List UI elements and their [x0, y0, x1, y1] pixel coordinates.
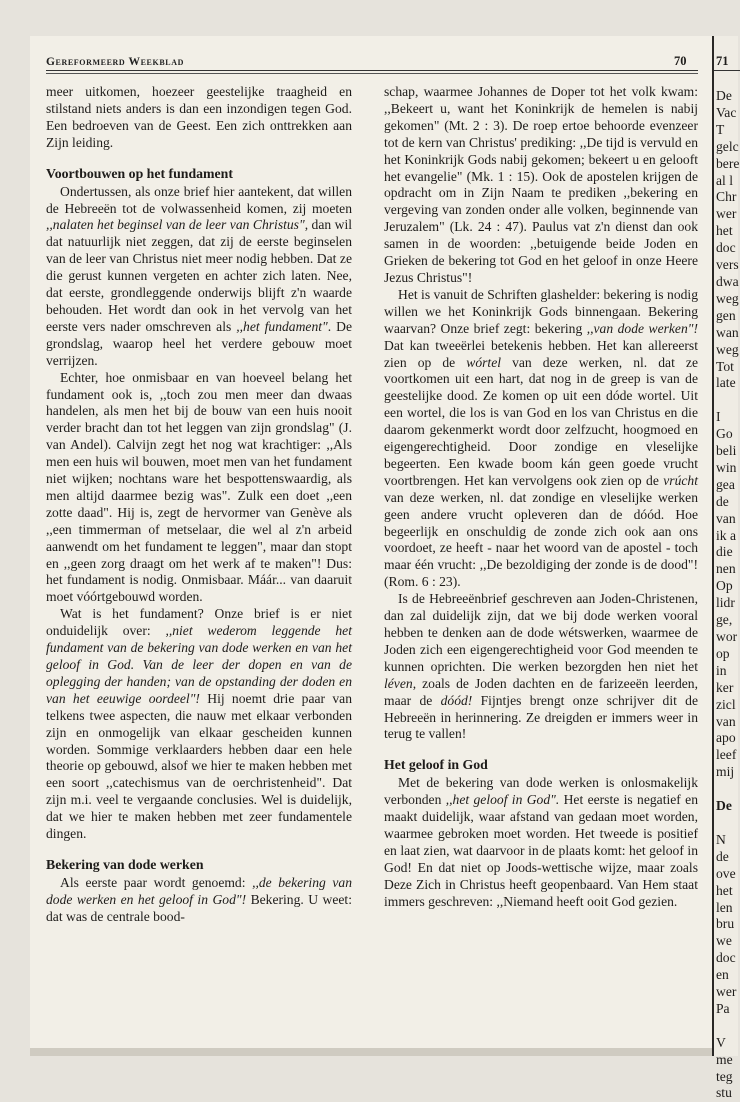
next-page-number: 71	[716, 54, 729, 68]
next-page-fragment: doc	[716, 950, 736, 966]
emphasis: vrúcht	[663, 472, 698, 488]
next-page-fragment: de	[716, 848, 729, 864]
next-page-fragment: op	[716, 645, 730, 661]
next-page-fragment: van	[716, 510, 736, 526]
next-page-fragment: teg	[716, 1068, 733, 1084]
paragraph: Echter, hoe onmisbaar en van hoeveel belang het fundament ook is, ,,toch zou men meer dan dwaas handelen, als men het bij de bouw van een huis nooit verder bracht dan tot het leggen van zijn grondslag" (J. van Andel). Calvijn zegt het nog wat krachtiger: ,,Als men een huis wil bouwen, moet men van het fundament niet wijken; nochtans ware het bespottenswaardig, als men altijd daarmee bezig was". Zulk een doet ,,een zotte daad". Hij is, zegt de hervormer van Genève als ,,een timmerman of metselaar, die wel al z'n arbeid aanwendt om het fundament te leggen", maar dan stopt en ,,geen zorg draagt om het werk af te maken"! Dus: het fundament is nodig. Onmisbaar. Máár... van daaruit moet vóórtgebouwd worden.	[46, 369, 352, 605]
next-page-edge	[712, 36, 740, 1101]
next-page-fragment: doc	[716, 240, 736, 256]
paragraph: Met de bekering van dode werken is onlosmakelijk verbonden ,,het geloof in God". Het eerste is negatief en maakt duidelijk, waar afstand van gedaan moet worden, waarmee gebroken moet worden. Het tweede is positief en laat zien, wat daarvoor in de plaats komt: het geloof in God! En dat niet op Joods-wettische wijze, maar zoals Deze Zich in Christus heeft geopenbaard. Van Hem staat immers geschreven: ,,Niemand heeft ooit God gezien.	[384, 775, 698, 909]
next-page-fragment: Go	[716, 426, 733, 442]
next-page-fragment: de	[716, 493, 729, 509]
next-page-fragment: ik a	[716, 527, 737, 543]
emphasis: ,,nalaten het beginsel van de leer van Christus"	[46, 217, 305, 233]
section-heading-geloof: Het geloof in God	[384, 757, 488, 773]
next-page-fragment: zicl	[716, 696, 736, 712]
running-header-title: Gereformeerd Weekblad	[46, 56, 184, 68]
next-page-fragment: ge,	[716, 612, 733, 628]
emphasis: ,,van dode werken"!	[586, 320, 698, 336]
next-page-fragment: I	[716, 409, 721, 425]
next-page-fragment: De	[716, 798, 732, 814]
next-page-fragment: late	[716, 375, 736, 391]
next-page-fragment: het	[716, 223, 733, 239]
next-page-fragment	[716, 1018, 739, 1035]
next-page-fragment: wor	[716, 629, 738, 644]
emphasis: ,,het geloof in God".	[445, 792, 560, 808]
next-page-fragment: wer	[716, 206, 737, 222]
header-rule	[46, 70, 698, 71]
next-page-fragment: dwa	[716, 273, 739, 289]
emphasis: wórtel	[466, 354, 502, 370]
next-page-fragment	[716, 392, 739, 409]
next-page-fragment: die	[716, 544, 733, 560]
next-page-fragment: Vac	[716, 104, 737, 120]
next-page-fragment: gelc	[716, 138, 739, 154]
paragraph: Wat is het fundament? Onze brief is er niet onduidelijk over: ,,niet wederom leggende het fundament van de bekering van dode werken en van het geloof in God. Van de leer der dopen en van de oplegging der handen; van de opstanding der doden en van het eeuwige oordeel"! Hij noemt drie paar van telkens twee aspecten, die nauw met elkaar verbonden zijn en onmogelijk van elkaar gescheiden kunnen worden. Sommige verklaarders hebben daar een hele theorie op gebouwd, alsof we hier te maken hebben met een soort ,,catechismus van de oerchristenheid". Dat zijn m.i. veel te vergaande conclusies. Wel is duidelijk, dat we hier te maken hebben met zeer fundamentele dingen.	[46, 606, 352, 842]
next-page-fragment: me	[716, 1051, 733, 1067]
emphasis: ,,de bekering van dode werken en het geloof in God"!	[46, 874, 352, 907]
next-page-text-fragments	[716, 88, 739, 1102]
next-page-fragment: lidr	[716, 595, 735, 611]
page-number: 70	[674, 54, 687, 68]
right-column	[384, 84, 698, 911]
next-page-fragment: van	[716, 713, 736, 729]
paragraph: schap, waarmee Johannes de Doper tot het volk kwam: ,,Bekeert u, want het Koninkrijk de hemelen is nabij gekomen" (Mt. 2 : 3). De roep ertoe behoorde evenzeer tot de kern van Christus' prediking: ,,De tijd is vervuld en het Koninkrijk Gods nabij gekomen; bekeert u en gelooft het evangelie" (Mk. 1 : 15). Ook de apostelen krijgen de opdracht om in Zijn Naam te prediken ,,bekering en vergeving van zonden onder alle volken, beginnende van Jeruzalem" (Lk. 24 : 47). Paulus vat z'n dienst dan ook samen in de woorden: ,,betuigende beide Joden en Grieken de bekering tot God en het geloof in onze Heere Jezus Christus"!	[384, 84, 698, 285]
next-page-fragment: vers	[716, 257, 739, 273]
emphasis: ,,niet wederom leggende het fundament van de bekering van dode werken en van het geloof in God. Van de leer der dopen en van de oplegging der handen; van de opstanding der doden en van het eeuwige oordeel"!	[46, 623, 352, 706]
paragraph: Het is vanuit de Schriften glashelder: bekering is nodig willen we het Koninkrijk Gods binnengaan. Bekering waarvan? Onze brief zegt: bekering ,,van dode werken"! Dat kan tweeërlei betekenis hebben. Het kan allereerst zien op de wórtel van deze werken, nl. dat ze voortkomen uit een hart, dat nog in de greep is van de geestelijke dood. Ze komen op uit een dóde wortel. Uit een wortel, die los is van God en los van Christus en die daarom gekenmerkt wordt door zelfzucht, hoogmoed en eigengerechtigheid. Door zondige en vleselijke begeerten. Een kwade boom kán geen goede vrucht voortbrengen. Het kan vervolgens ook zien op de vrúcht van deze werken, nl. dat zondige en vleselijke werken geen andere vrucht opleveren dan de dóód. Hoe begeerlijk en onschuldig de zonde zich ook aan ons voordoet, ze heeft - naar het woord van de apostel - toch maar één vrucht: ,,De bezoldiging der zonde is de dood"! (Rom. 6 : 23).	[384, 286, 698, 590]
next-page-fragment: en	[716, 967, 729, 983]
next-page-fragment: weg	[716, 290, 739, 306]
next-page-fragment: Pa	[716, 1000, 730, 1016]
next-page-fragment: bru	[716, 916, 735, 932]
next-page-header-rule	[714, 70, 740, 71]
next-page-fragment: Op	[716, 578, 733, 594]
next-page-fragment: N	[716, 831, 726, 847]
emphasis: dóód!	[440, 692, 473, 708]
next-page-fragment: al l	[716, 172, 733, 188]
paragraph: Ondertussen, als onze brief hier aantekent, dat willen de Hebreeën tot de volwassenheid komen, zij moeten ,,nalaten het beginsel van de leer van Christus", dan wil dat natuurlijk niet zeggen, dat zij de eerste beginselen van de leer van Christus niet meer nodig hebben. Dat ze die gerust kunnen vergeten en achter zich laten. Nee, dat eerste, grondleggende onderwijs blijft z'n waarde behouden. Het wordt dan ook in het vervolg van het eerste vers nader omschreven als ,,het fundament". De grondslag, waarop heel het verdere gebouw moet verrijzen.	[46, 183, 352, 368]
emphasis: léven	[384, 675, 413, 691]
next-page-fragment: beli	[716, 443, 737, 459]
next-page-fragment: len	[716, 899, 733, 915]
next-page-fragment: gea	[716, 476, 735, 492]
next-page-fragment: V	[716, 1034, 726, 1050]
next-page-fragment: we	[716, 933, 732, 949]
next-page-fragment: T	[716, 121, 725, 137]
header-rule-secondary	[46, 73, 698, 74]
next-page-fragment: wan	[716, 324, 739, 340]
next-page-fragment: weg	[716, 341, 739, 357]
next-page-fragment: nen	[716, 561, 736, 577]
next-page-fragment: het	[716, 882, 733, 898]
page-edge-shadow	[30, 1048, 712, 1056]
next-page-fragment: mij	[716, 764, 735, 780]
section-heading-voortbouwen: Voortbouwen op het fundament	[46, 165, 233, 181]
paragraph: Als eerste paar wordt genoemd: ,,de bekering van dode werken en het geloof in God"! Bekering. U weet: dat was de centrale bood-	[46, 874, 352, 924]
next-page-fragment: apo	[716, 730, 736, 746]
next-page-fragment: ker	[716, 679, 734, 695]
next-page-fragment: in	[716, 662, 727, 678]
next-page-fragment: ove	[716, 865, 736, 881]
section-heading-bekering: Bekering van dode werken	[46, 856, 204, 872]
paragraph: Is de Hebreeënbrief geschreven aan Joden-Christenen, dan zal duidelijk zijn, dat we bij dode werken vooral hebben te denken aan de dode wétswerken, waarmee de Joden zich een eigengerechtigheid voor God meenden te kunnen oprichten. Die werken bezorgden hen niet het léven, zoals de Joden dachten en de farizeeën leerden, maar de dóód! Fijntjes brengt onze schrijver dit de Hebreeën in herinnering. Ze dreigden er immers weer in terug te vallen!	[384, 591, 698, 742]
next-page-fragment: gen	[716, 307, 736, 323]
next-page-fragment: stu	[716, 1085, 732, 1101]
paragraph: meer uitkomen, hoezeer geestelijke traagheid en stilstand niets anders is dan een inzondigen tegen God. Een bedroeven van de Geest. Een zich onttrekken aan Zijn leiding.	[46, 84, 352, 150]
next-page-fragment: Tot	[716, 358, 734, 374]
next-page-fragment: bere	[716, 155, 740, 171]
left-column	[46, 84, 352, 926]
next-page-fragment: wer	[716, 984, 737, 1000]
next-page-fragment: win	[716, 459, 737, 475]
next-page-fragment	[716, 781, 739, 798]
next-page-fragment: Chr	[716, 189, 737, 205]
next-page-fragment	[716, 815, 739, 832]
next-page-fragment: De	[716, 88, 732, 103]
emphasis: ,,het fundament"	[236, 318, 328, 334]
next-page-fragment: leef	[716, 747, 737, 763]
